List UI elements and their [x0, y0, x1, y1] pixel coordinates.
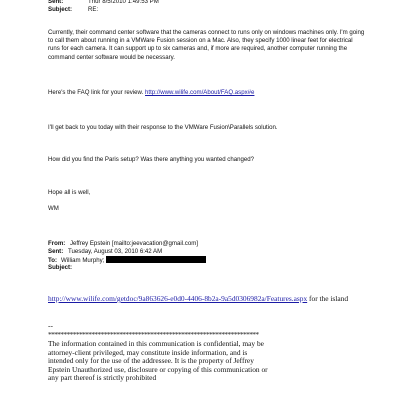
original-from-row: [48, 240, 198, 248]
original-sent-value: Tuesday, August 03, 2010 6:42 AM: [68, 248, 163, 255]
original-from-value: Jeffrey Epstein [mailto:jeevacation@gmail.com]: [70, 240, 199, 247]
reply-sent-value: Thur 8/5/2010 1:49:53 PM: [88, 0, 159, 5]
original-to-label: To:: [48, 257, 58, 264]
reply-paragraph-3: I'll get back to you today with their response to the VMWare Fusion\Parallels solution.: [48, 124, 278, 131]
reply-signature: WM: [48, 205, 59, 212]
reply-subject-value: RE:: [88, 6, 99, 13]
reply-subject-row: [48, 6, 98, 14]
original-sent-row: [48, 248, 162, 256]
disclaimer-stars: ********************************************************************: [48, 331, 259, 339]
reply-faq-line: [48, 89, 366, 97]
original-from-label: From:: [48, 240, 66, 247]
signature-dashes: --: [48, 321, 53, 330]
reply-closing: Hope all is well,: [48, 189, 91, 196]
original-to-value: William Murphy;: [61, 257, 105, 264]
faq-link[interactable]: http://www.wilife.com/About/FAQ.aspx#e: [145, 89, 255, 96]
reply-paragraph-1: Currently, their command center software that the cameras connect to runs only on windows machines only. I'm going to call them about running in a VMWare Fusion session on a Mac. Also, they specify 1000 linear feet for electrical runs for each camera. It can support up to six cameras and, if more are required, another computer running the command center software would be necessary.: [48, 29, 365, 61]
original-subject-label: Subject:: [48, 264, 73, 271]
original-sent-label: Sent:: [48, 248, 64, 255]
reply-paragraph-4: How did you find the Paris setup? Was there anything you wanted changed?: [48, 156, 255, 163]
reply-subject-label: Subject:: [48, 6, 73, 13]
redaction-box: [106, 256, 206, 263]
original-link-line: [48, 295, 378, 304]
faq-text: Here's the FAQ link for your review.: [48, 89, 144, 96]
original-subject-row: [48, 264, 84, 272]
features-link-suffix: for the island: [309, 294, 349, 303]
reply-sent-label: Sent:: [48, 0, 64, 5]
disclaimer-text: The information contained in this communication is confidential, may be attorney-client privileged, may constitute inside information, and is intended only for the use of the addressee. It is the property of Jeffrey Epstein Unauthorized use, disclosure or copying of this communication or any part thereof is strictly prohibited: [48, 339, 268, 383]
features-link[interactable]: http://www.wilife.com/getdoc/9a863626-e0d0-4406-8b2a-9a5d0306982a/Features.aspx: [48, 294, 308, 303]
